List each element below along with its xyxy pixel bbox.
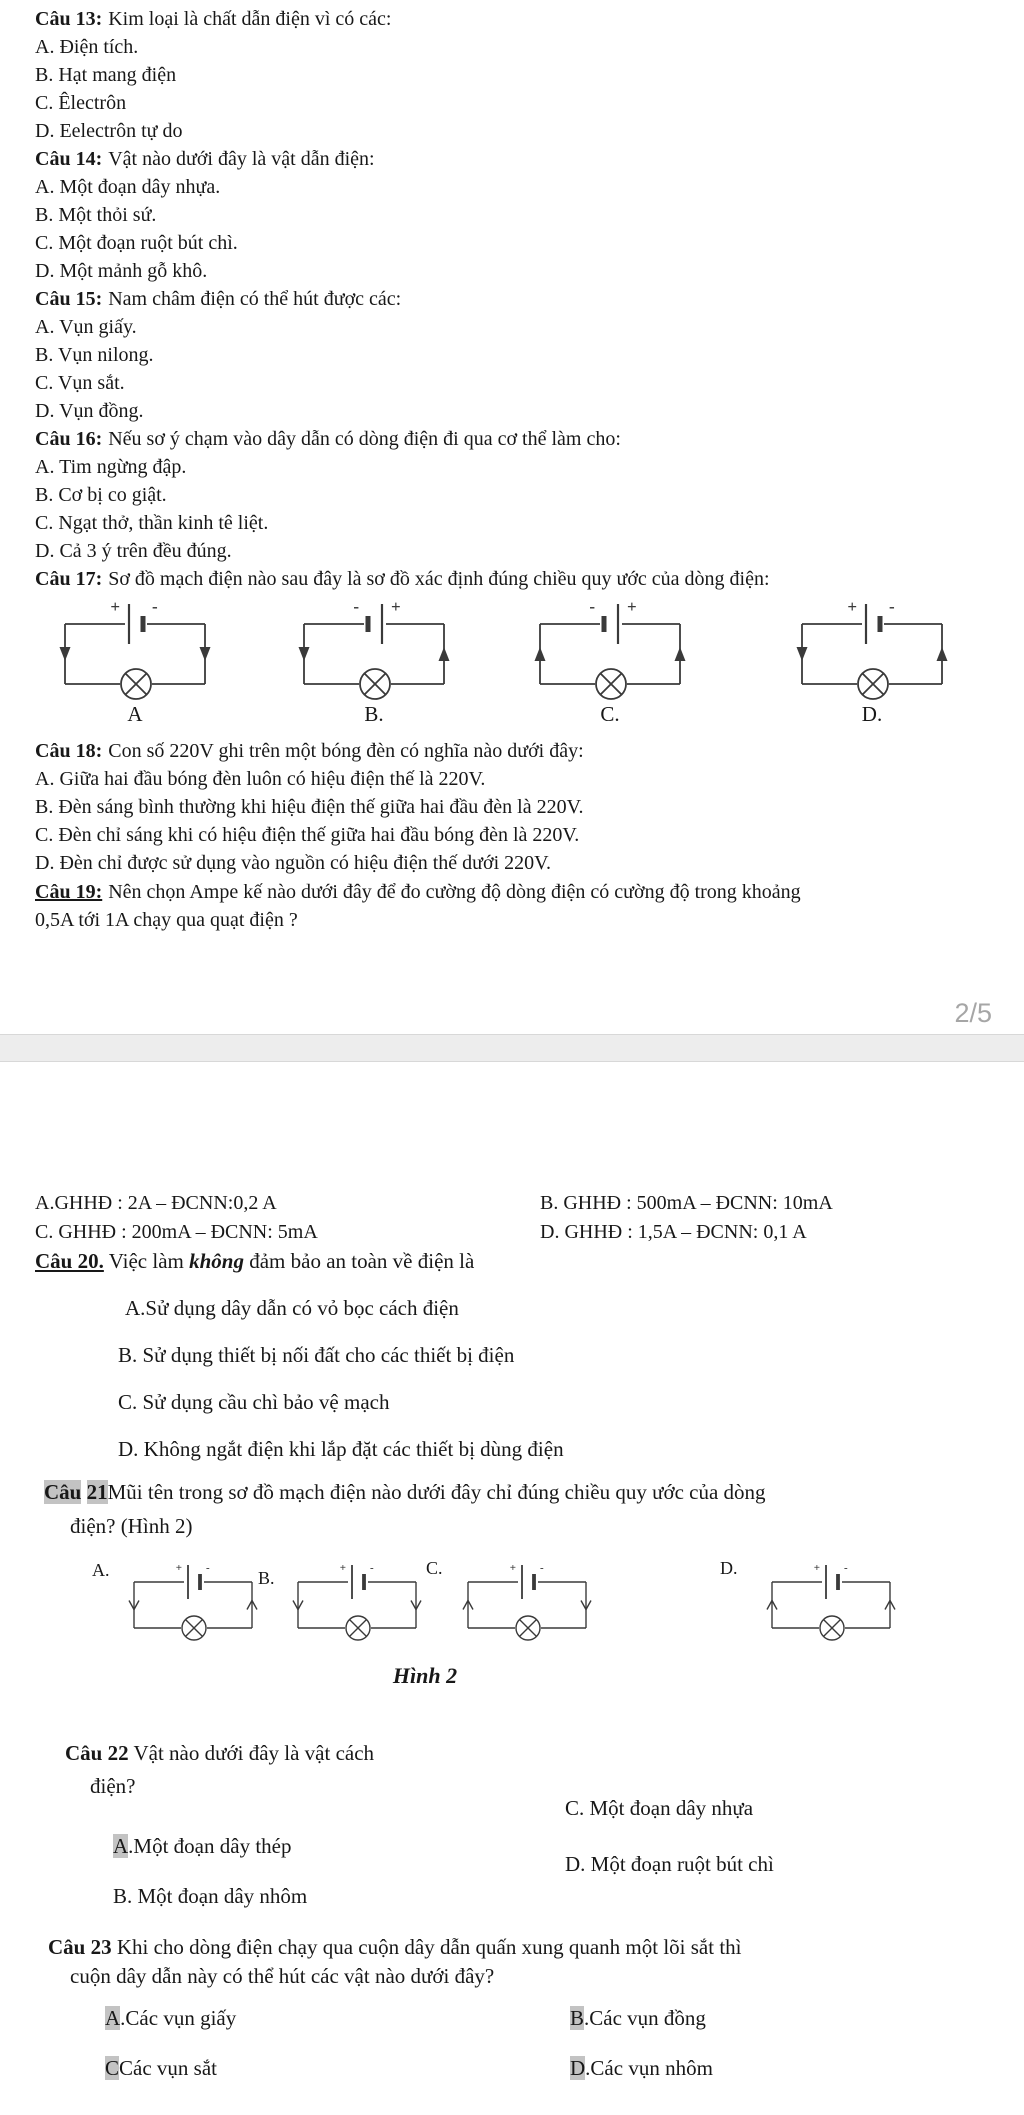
q17-circuit-c	[530, 596, 690, 702]
svg-text:+: +	[813, 1562, 820, 1574]
answer-option: D. Vụn đồng.	[35, 400, 144, 422]
answer-option: B. GHHĐ : 500mA – ĐCNN: 10mA	[540, 1192, 833, 1214]
circuit-label-c: C.	[426, 1558, 443, 1578]
answer-option	[570, 2006, 706, 2031]
circuit-svg	[462, 1556, 592, 1648]
answer-option: B. Hạt mang điện	[35, 64, 177, 86]
question-text: Nên chọn Ampe kế nào dưới đây để đo cường độ dòng điện có cường độ trong khoảng	[108, 881, 801, 903]
svg-text:-: -	[353, 597, 359, 616]
svg-text:+: +	[509, 1562, 516, 1574]
question-number: Câu 15:	[35, 288, 103, 310]
answer-option: C. Một đoạn ruột bút chì.	[35, 232, 238, 254]
question-stem-continued: cuộn dây dẫn này có thể hút các vật nào dưới đây?	[70, 1964, 495, 1988]
highlighted-letter: A	[113, 1834, 129, 1858]
answer-option: D. Không ngắt điện khi lắp đặt các thiết bị dùng điện	[118, 1437, 564, 1461]
circuit-label-d: D.	[720, 1558, 738, 1578]
question-19-block	[35, 881, 801, 937]
question-number: Câu 16:	[35, 428, 103, 450]
q21-circuit-b	[292, 1556, 422, 1648]
option-text: .Các vụn giấy	[120, 2006, 237, 2030]
question-text: Sơ đồ mạch điện nào sau đây là sơ đồ xác định đúng chiều quy ước của dòng điện:	[108, 568, 770, 590]
option-text: .Các vụn đồng	[584, 2006, 706, 2030]
svg-text:-: -	[589, 597, 595, 616]
answer-option: A. Giữa hai đầu bóng đèn luôn có hiệu điện thế là 220V.	[35, 768, 486, 790]
question-18-block	[35, 740, 584, 880]
circuit-svg	[766, 1556, 896, 1648]
question-stem	[35, 428, 770, 456]
circuit-svg	[292, 1556, 422, 1648]
question-stem	[35, 568, 770, 596]
answer-option: C. Đèn chỉ sáng khi có hiệu điện thế giữa hai đầu bóng đèn là 220V.	[35, 824, 580, 846]
question-text-emphasis: không	[189, 1249, 244, 1273]
question-stem	[44, 1480, 766, 1505]
answer-option: B. Đèn sáng bình thường khi hiệu điện thế giữa hai đầu đèn là 220V.	[35, 796, 584, 818]
page-separator	[0, 1034, 1024, 1062]
question-text: Khi cho dòng điện chạy qua cuộn dây dẫn quấn xung quanh một lõi sắt thì	[111, 1935, 742, 1959]
circuit-label-b: B.	[364, 702, 384, 726]
svg-text:+: +	[175, 1562, 182, 1574]
q21-circuit-a	[128, 1556, 258, 1648]
q21-circuit-d	[766, 1556, 896, 1648]
svg-text:+: +	[339, 1562, 346, 1574]
circuit-svg	[128, 1556, 258, 1648]
question-stem	[35, 1249, 474, 1274]
q17-circuit-b	[294, 596, 454, 702]
q21-circuit-c	[462, 1556, 592, 1648]
answer-option: A. Tim ngừng đập.	[35, 456, 187, 478]
highlighted-letter: B	[570, 2006, 585, 2030]
answer-option: C. Một đoạn dây nhựa	[565, 1796, 754, 1820]
svg-text:-: -	[152, 597, 158, 616]
circuit-label-d: D.	[861, 702, 883, 726]
question-text: Nếu sơ ý chạm vào dây dẫn có dòng điện đi qua cơ thể làm cho:	[108, 428, 621, 450]
q17-circuit-a	[55, 596, 215, 702]
answer-option: C. Ngạt thở, thần kinh tê liệt.	[35, 512, 269, 534]
circuit-svg	[792, 596, 952, 702]
answer-option	[570, 2056, 713, 2081]
svg-text:+: +	[847, 597, 857, 616]
answer-option: A. Một đoạn dây nhựa.	[35, 176, 221, 198]
circuit-svg	[55, 596, 215, 702]
question-text: Việc làm	[103, 1249, 190, 1273]
question-number: Câu 23	[48, 1935, 112, 1959]
answer-option: D. Một đoạn ruột bút chì	[565, 1852, 774, 1876]
answer-option: B. Vụn nilong.	[35, 344, 154, 366]
answer-option: C. Êlectrôn	[35, 92, 127, 114]
answer-option: A.GHHĐ : 2A – ĐCNN:0,2 A	[35, 1192, 277, 1214]
svg-text:-: -	[540, 1562, 544, 1574]
answer-option	[105, 2006, 236, 2031]
svg-text:-: -	[889, 597, 895, 616]
highlighted-letter: A	[105, 2006, 121, 2030]
question-stem	[35, 881, 801, 909]
svg-text:+: +	[627, 597, 637, 616]
answer-option: C. Sử dụng cầu chì bảo vệ mạch	[118, 1390, 390, 1414]
question-text: Vật nào dưới đây là vật dẫn điện:	[108, 148, 375, 170]
circuit-label-b: B.	[258, 1568, 275, 1588]
questions-block-13-17	[35, 8, 770, 596]
question-stem	[35, 148, 770, 176]
answer-option: D. Đèn chỉ được sử dụng vào nguồn có hiệu điện thế dưới 220V.	[35, 852, 552, 874]
question-number: Câu 18:	[35, 740, 103, 762]
answer-option: A.Sử dụng dây dẫn có vỏ bọc cách điện	[125, 1296, 459, 1320]
option-text: .Một đoạn dây thép	[128, 1834, 292, 1858]
question-number: Câu 20.	[35, 1249, 104, 1273]
question-stem	[35, 8, 770, 36]
question-stem-continued: điện?	[90, 1774, 136, 1798]
question-text: Nam châm điện có thể hút được các:	[108, 288, 402, 310]
answer-option: D. Một mảnh gỗ khô.	[35, 260, 208, 282]
answer-option: A. Điện tích.	[35, 36, 139, 58]
question-text: đảm bảo an toàn về điện là	[243, 1249, 475, 1273]
question-stem-continued: 0,5A tới 1A chạy qua quạt điện ?	[35, 909, 298, 931]
highlighted-letter: D	[570, 2056, 586, 2080]
svg-text:+: +	[391, 597, 401, 616]
answer-option: C. Vụn sắt.	[35, 372, 125, 394]
highlighted-letter: C	[105, 2056, 120, 2080]
svg-text:-: -	[370, 1562, 374, 1574]
answer-option: A. Vụn giấy.	[35, 316, 137, 338]
question-number: Câu 19:	[35, 881, 103, 903]
circuit-svg	[530, 596, 690, 702]
question-text: Vật nào dưới đây là vật cách	[128, 1741, 375, 1765]
answer-option: D. Cả 3 ý trên đều đúng.	[35, 540, 232, 562]
figure-caption: Hình 2	[392, 1663, 458, 1688]
answer-option: B. Một đoạn dây nhôm	[113, 1884, 308, 1908]
question-number: Câu 14:	[35, 148, 103, 170]
question-number: Câu 13:	[35, 8, 103, 30]
question-number: Câu	[44, 1480, 82, 1504]
question-stem	[48, 1935, 742, 1960]
question-number: Câu 22	[65, 1741, 129, 1765]
svg-text:+: +	[110, 597, 120, 616]
question-number: Câu 17:	[35, 568, 103, 590]
question-number: 21	[86, 1480, 108, 1504]
question-stem	[35, 288, 770, 316]
question-stem	[65, 1741, 374, 1766]
answer-option: B. Sử dụng thiết bị nối đất cho các thiết bị điện	[118, 1343, 515, 1367]
option-text: .Các vụn nhôm	[585, 2056, 713, 2080]
answer-option	[105, 2056, 217, 2081]
svg-text:-: -	[844, 1562, 848, 1574]
circuit-svg	[294, 596, 454, 702]
question-text: Con số 220V ghi trên một bóng đèn có nghĩa nào dưới đây:	[108, 740, 584, 762]
option-text: Các vụn sắt	[119, 2056, 217, 2080]
circuit-label-c: C.	[600, 702, 620, 726]
answer-option: B. Một thỏi sứ.	[35, 204, 157, 226]
q17-circuit-d	[792, 596, 952, 702]
circuit-label-a: A	[127, 702, 143, 726]
answer-option: B. Cơ bị co giật.	[35, 484, 167, 506]
answer-option: D. GHHĐ : 1,5A – ĐCNN: 0,1 A	[540, 1221, 807, 1243]
question-text: Kim loại là chất dẫn điện vì có các:	[108, 8, 392, 30]
svg-text:-: -	[206, 1562, 210, 1574]
question-stem	[35, 740, 584, 768]
question-stem-continued: điện? (Hình 2)	[70, 1514, 193, 1538]
circuit-label-a: A.	[92, 1560, 110, 1580]
answer-option: C. GHHĐ : 200mA – ĐCNN: 5mA	[35, 1221, 318, 1243]
question-text: Mũi tên trong sơ đồ mạch điện nào dưới đây chỉ đúng chiều quy ước của dòng	[107, 1480, 766, 1504]
answer-option: D. Eelectrôn tự do	[35, 120, 183, 142]
answer-option	[113, 1834, 291, 1859]
page-indicator: 2/5	[954, 998, 992, 1028]
